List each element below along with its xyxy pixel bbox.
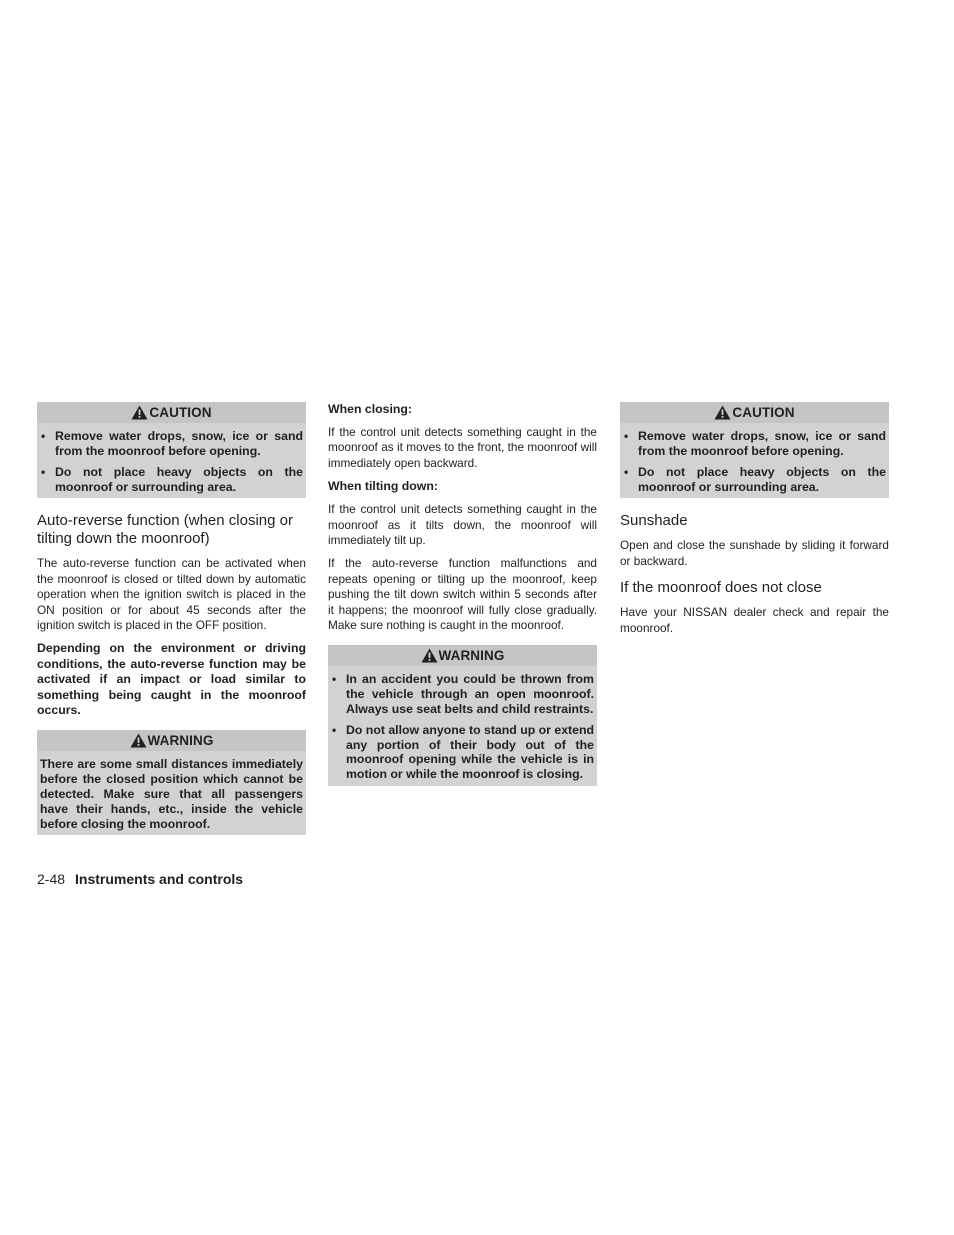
when-closing-text: If the control unit detects something caught in the moonroof as it moves to the front, the moonroof will immediately open backward. — [328, 425, 597, 470]
caution-header — [620, 402, 889, 423]
section-title-sunshade: Sunshade — [620, 512, 688, 530]
when-closing-heading: When closing: — [328, 402, 413, 416]
bullet-icon: • — [332, 723, 337, 738]
list-item: • Remove water drops, snow, ice or sand from the moonroof before opening. — [624, 429, 886, 458]
bullet-icon: • — [624, 465, 629, 480]
list-item: • Do not place heavy objects on the moonroof or surrounding area. — [41, 465, 303, 494]
column-right — [620, 402, 889, 644]
list-item: • Do not place heavy objects on the moonroof or surrounding area. — [624, 465, 886, 494]
page-number: 2-48 — [37, 871, 66, 887]
column-left — [37, 402, 306, 849]
bullet-icon: • — [332, 672, 337, 687]
page-footer — [37, 871, 243, 887]
warning-header — [328, 645, 597, 666]
bullet-icon: • — [41, 465, 46, 480]
list-item: • In an accident you could be thrown from the vehicle through an open moonroof. Always use seat belts and child restraints. — [332, 672, 594, 716]
warning-text: There are some small distances immediately before the closed position which cannot be detected. Make sure that all passengers have their hands, etc., inside the vehicle before closing the moonroof. — [40, 757, 303, 831]
caution-list — [623, 429, 886, 494]
caution-label: CAUTION — [732, 405, 795, 420]
warning-label: WARNING — [147, 733, 214, 749]
bullet-icon: • — [41, 429, 46, 443]
warning-triangle-icon — [131, 405, 148, 420]
warning-triangle-icon — [714, 405, 731, 420]
caution-label: CAUTION — [149, 405, 212, 420]
warning-box — [37, 730, 306, 835]
malfunction-text: If the auto-reverse function malfunctions and repeats opening or tilting up the moonroof, keep pushing the tilt down switch within 5 seconds after it happens; the moonroof will fully close gradually. Make sure nothing is caught in the moonroof. — [328, 556, 597, 633]
bullet-icon: • — [624, 429, 629, 443]
warning-list — [331, 672, 594, 781]
section-title-auto-reverse: Auto-reverse function (when closing or tilting down the moonroof) — [37, 512, 293, 548]
chapter-title: Instruments and controls — [75, 871, 244, 887]
warning-triangle-icon — [421, 648, 438, 663]
warning-header — [37, 730, 306, 751]
caution-list — [40, 429, 303, 494]
list-item: • Do not allow anyone to stand up or extend any portion of their body out of the moonroof opening while the vehicle is in motion or while the moonroof is closing. — [332, 723, 594, 782]
caution-box — [620, 402, 889, 498]
auto-reverse-note: Depending on the environment or driving conditions, the auto-reverse function may be activated if an impact or load similar to something being caught in the moonroof occurs. — [37, 641, 306, 718]
warning-triangle-icon — [130, 733, 147, 748]
warning-box — [328, 645, 597, 785]
caution-header — [37, 402, 306, 423]
section-title-no-close: If the moonroof does not close — [620, 579, 822, 597]
when-tilting-heading: When tilting down: — [328, 479, 438, 494]
sunshade-text: Open and close the sunshade by sliding it forward or backward. — [620, 538, 889, 568]
no-close-text: Have your NISSAN dealer check and repair the moonroof. — [620, 605, 889, 635]
when-tilting-text: If the control unit detects something caught in the moonroof as it tilts down, the moonroof will immediately tilt up. — [328, 502, 597, 548]
list-item: • Remove water drops, snow, ice or sand from the moonroof before opening. — [41, 429, 303, 458]
column-middle — [328, 402, 597, 800]
warning-label: WARNING — [438, 648, 505, 664]
caution-box — [37, 402, 306, 498]
auto-reverse-paragraph: The auto-reverse function can be activated when the moonroof is closed or tilted down by automatic operation when the ignition switch is placed in the ON position or for about 45 seconds after the ignition switch is placed in the OFF position. — [37, 556, 306, 632]
